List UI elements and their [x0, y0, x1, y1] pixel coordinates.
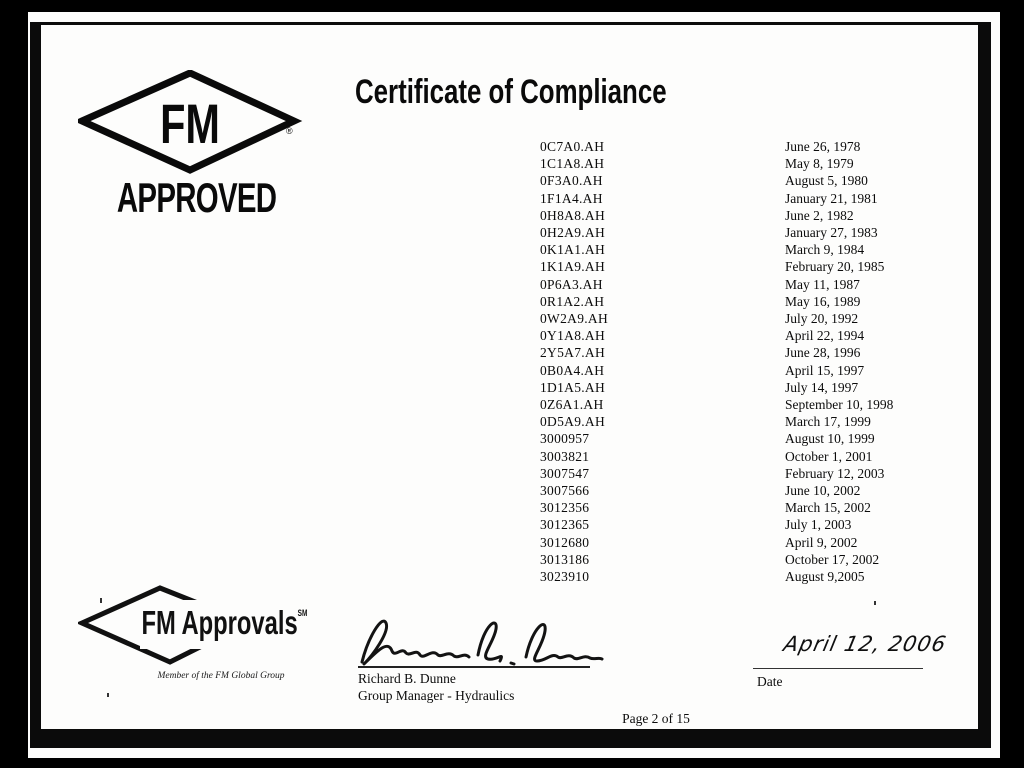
- date-label: Date: [757, 674, 783, 689]
- signatory-block: [358, 670, 514, 704]
- project-id: 0P6A3.AH: [540, 276, 603, 292]
- approval-date: June 10, 2002: [785, 483, 861, 499]
- project-id: 0D5A9.AH: [540, 414, 606, 430]
- approval-entry-row: [540, 465, 893, 482]
- approval-entry-row: [540, 224, 893, 241]
- page-number: Page 2 of 15: [622, 711, 690, 726]
- approval-entry-row: [540, 344, 893, 361]
- approval-entry-row: [540, 276, 893, 293]
- signatory-name: Richard B. Dunne: [358, 671, 456, 686]
- approval-date: May 11, 1987: [785, 276, 860, 292]
- project-id: 3012680: [540, 534, 590, 550]
- project-id: 0F3A0.AH: [540, 173, 603, 189]
- approval-date: July 1, 2003: [785, 517, 852, 533]
- fm-global-group-tagline: Member of the FM Global Group: [157, 671, 285, 681]
- fm-logo-monogram: FM: [160, 92, 220, 155]
- approval-entry-row: [540, 310, 893, 327]
- approval-date: January 27, 1983: [785, 225, 878, 241]
- page-title: Certificate of Compliance: [355, 73, 667, 111]
- approval-date: March 17, 1999: [785, 414, 871, 430]
- project-id: 0H2A9.AH: [540, 225, 606, 241]
- approval-entry-row: [540, 568, 893, 585]
- date-line: [753, 668, 923, 669]
- fm-approvals-wordmark: [140, 600, 312, 649]
- approval-date: February 20, 1985: [785, 259, 885, 275]
- approvals-list: [540, 138, 893, 585]
- scan-speck: [107, 693, 109, 697]
- approval-date: October 17, 2002: [785, 551, 880, 567]
- project-id: 0W2A9.AH: [540, 311, 609, 327]
- project-id: 1C1A8.AH: [540, 156, 605, 172]
- signature-line: [358, 666, 590, 668]
- approval-entry-row: [540, 138, 893, 155]
- project-id: 3003821: [540, 448, 590, 464]
- approval-date: June 2, 1982: [785, 207, 854, 223]
- signatory-role: Group Manager - Hydraulics: [358, 688, 515, 703]
- project-id: 1F1A4.AH: [540, 190, 603, 206]
- certificate-page: [28, 12, 1000, 758]
- project-id: 2Y5A7.AH: [540, 345, 606, 361]
- approval-entry-row: [540, 482, 893, 499]
- project-id: 3007547: [540, 465, 590, 481]
- approval-entry-row: [540, 362, 893, 379]
- project-id: 3012356: [540, 500, 590, 516]
- approval-date: April 9, 2002: [785, 534, 858, 550]
- approval-date: April 22, 1994: [785, 328, 865, 344]
- project-id: 3000957: [540, 431, 590, 447]
- project-id: 0K1A1.AH: [540, 242, 606, 258]
- approval-date: June 26, 1978: [785, 139, 861, 154]
- approval-entry-row: [540, 155, 893, 172]
- handwritten-signature: [356, 610, 606, 670]
- approval-date: July 14, 1997: [785, 379, 859, 395]
- approval-date: September 10, 1998: [785, 397, 894, 413]
- service-mark-symbol: SM: [297, 608, 308, 618]
- approval-entry-row: [540, 448, 893, 465]
- approval-entry-row: [540, 172, 893, 189]
- approval-date: May 8, 1979: [785, 156, 854, 172]
- scan-speck: [100, 598, 102, 603]
- approval-entry-row: [540, 499, 893, 516]
- approval-entry-row: [540, 516, 893, 533]
- approval-date: February 12, 2003: [785, 465, 885, 481]
- approval-entry-row: [540, 551, 893, 568]
- approval-date: October 1, 2001: [785, 448, 873, 464]
- handwritten-date: April 12, 2006: [781, 632, 949, 656]
- approval-entry-row: [540, 258, 893, 275]
- approval-entry-row: [540, 190, 893, 207]
- project-id: 3023910: [540, 569, 590, 585]
- approval-date: August 9,2005: [785, 569, 865, 585]
- registered-trademark-symbol: ®: [286, 126, 293, 136]
- approval-date: August 10, 1999: [785, 431, 875, 447]
- project-id: 0R1A2.AH: [540, 293, 605, 309]
- project-id: 3013186: [540, 551, 590, 567]
- project-id: 0Z6A1.AH: [540, 397, 604, 413]
- approval-date: May 16, 1989: [785, 293, 861, 309]
- approval-date: June 28, 1996: [785, 345, 861, 361]
- project-id: 1K1A9.AH: [540, 259, 606, 275]
- project-id: 0H8A8.AH: [540, 207, 606, 223]
- approval-date: March 15, 2002: [785, 500, 871, 516]
- approval-entry-row: [540, 207, 893, 224]
- project-id: 3007566: [540, 483, 590, 499]
- fm-approved-caption: APPROVED: [116, 174, 277, 221]
- approval-date: April 15, 1997: [785, 362, 865, 378]
- project-id: 0C7A0.AH: [540, 139, 605, 154]
- scan-speck: [874, 601, 876, 605]
- approval-date: July 20, 1992: [785, 311, 859, 327]
- approval-entry-row: [540, 241, 893, 258]
- approval-entry-row: [540, 293, 893, 310]
- fm-approvals-name: FM Approvals: [141, 604, 298, 641]
- approval-date: August 5, 1980: [785, 173, 868, 189]
- project-id: 0Y1A8.AH: [540, 328, 606, 344]
- approval-entry-row: [540, 396, 893, 413]
- project-id: 3012365: [540, 517, 590, 533]
- approval-entry-row: [540, 534, 893, 551]
- approval-entry-row: [540, 327, 893, 344]
- approval-entry-row: [540, 413, 893, 430]
- approval-entry-row: [540, 430, 893, 447]
- project-id: 0B0A4.AH: [540, 362, 605, 378]
- project-id: 1D1A5.AH: [540, 379, 606, 395]
- approval-entry-row: [540, 379, 893, 396]
- approval-date: January 21, 1981: [785, 190, 878, 206]
- approval-date: March 9, 1984: [785, 242, 865, 258]
